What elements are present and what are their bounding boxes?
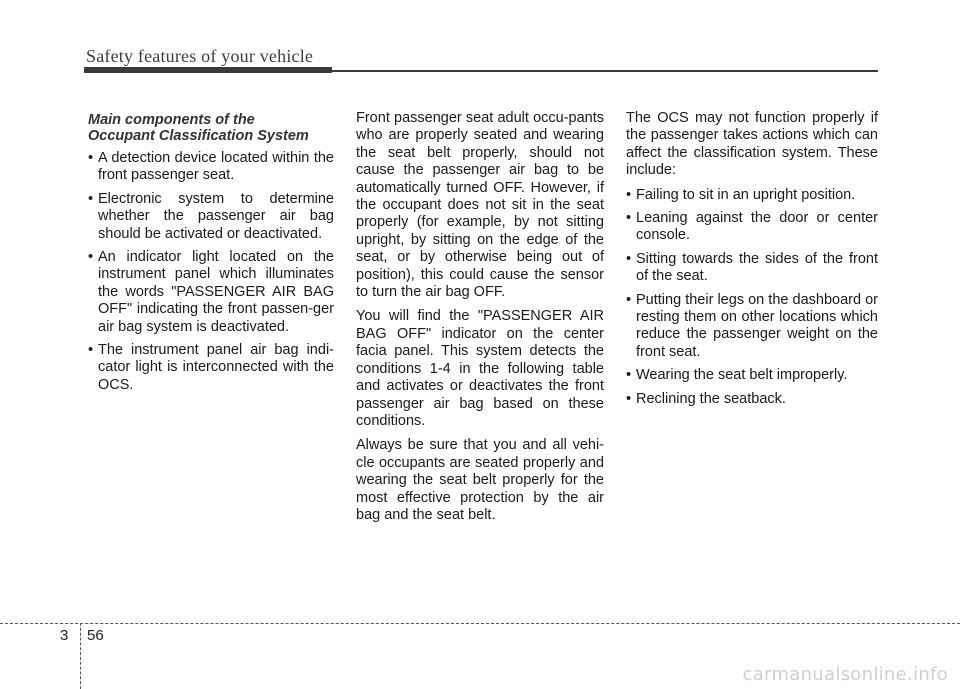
page-header-title: Safety features of your vehicle — [86, 46, 314, 66]
list-item: • Reclining the seatback. — [626, 391, 878, 408]
column-1 — [88, 110, 334, 400]
header-rule-thin — [332, 70, 878, 72]
watermark: carmanualsonline.info — [742, 664, 948, 685]
paragraph: You will find the "PASSENGER AIR BAG OFF" indicator on the center facia panel. This system detects the conditions 1-4 in the following table and activates or deactivates the front passenger air bag based on these conditions. — [356, 308, 604, 429]
header-rule-thick — [84, 67, 332, 73]
list-item: • Sitting towards the sides of the front of the seat. — [626, 251, 878, 286]
list-item: • Failing to sit in an upright position. — [626, 187, 878, 204]
section-heading-line1: Main components of the — [88, 112, 255, 128]
list-item: • Leaning against the door or center console. — [626, 210, 878, 245]
actions-list — [626, 187, 878, 408]
list-item: • Putting their legs on the dashboard or resting them on other locations which reduce the passenger weight on the front seat. — [626, 292, 878, 362]
paragraph: The OCS may not function properly if the passenger takes actions which can affect the classification system. These include: — [626, 110, 878, 179]
list-item: • An indicator light located on the instrument panel which illuminates the words "PASSENGER AIR BAG OFF" indicating the front passen-ger air bag system is deactivated. — [88, 249, 334, 336]
paragraph: Front passenger seat adult occu-pants who are properly seated and wearing the seat belt properly, should not cause the passenger air bag to be automatically turned OFF. However, if the occupant does not sit in the seat properly (for example, by not sitting upright, by sitting on the edge of the seat, or by otherwise being out of position), this could cause the sensor to turn the air bag OFF. — [356, 110, 604, 301]
paragraph: Always be sure that you and all vehi-cle occupants are seated properly and wearing the seat belt properly for the most effective protection by the air bag and the seat belt. — [356, 437, 604, 523]
list-item: • Electronic system to determine whether the passenger air bag should be activated or deactivated. — [88, 191, 334, 243]
footer-page-divider — [80, 623, 81, 689]
chapter-number: 3 — [60, 627, 69, 644]
section-heading — [88, 112, 334, 144]
section-heading-line2: Occupant Classification System — [88, 128, 309, 144]
list-item: • The instrument panel air bag indi-cator light is interconnected with the OCS. — [88, 342, 334, 394]
components-list — [88, 150, 334, 394]
column-2 — [356, 110, 604, 531]
list-item: • A detection device located within the front passenger seat. — [88, 150, 334, 185]
footer-divider — [0, 623, 960, 624]
list-item: • Wearing the seat belt improperly. — [626, 367, 878, 384]
column-3 — [626, 110, 878, 414]
page-number: 56 — [87, 627, 104, 644]
